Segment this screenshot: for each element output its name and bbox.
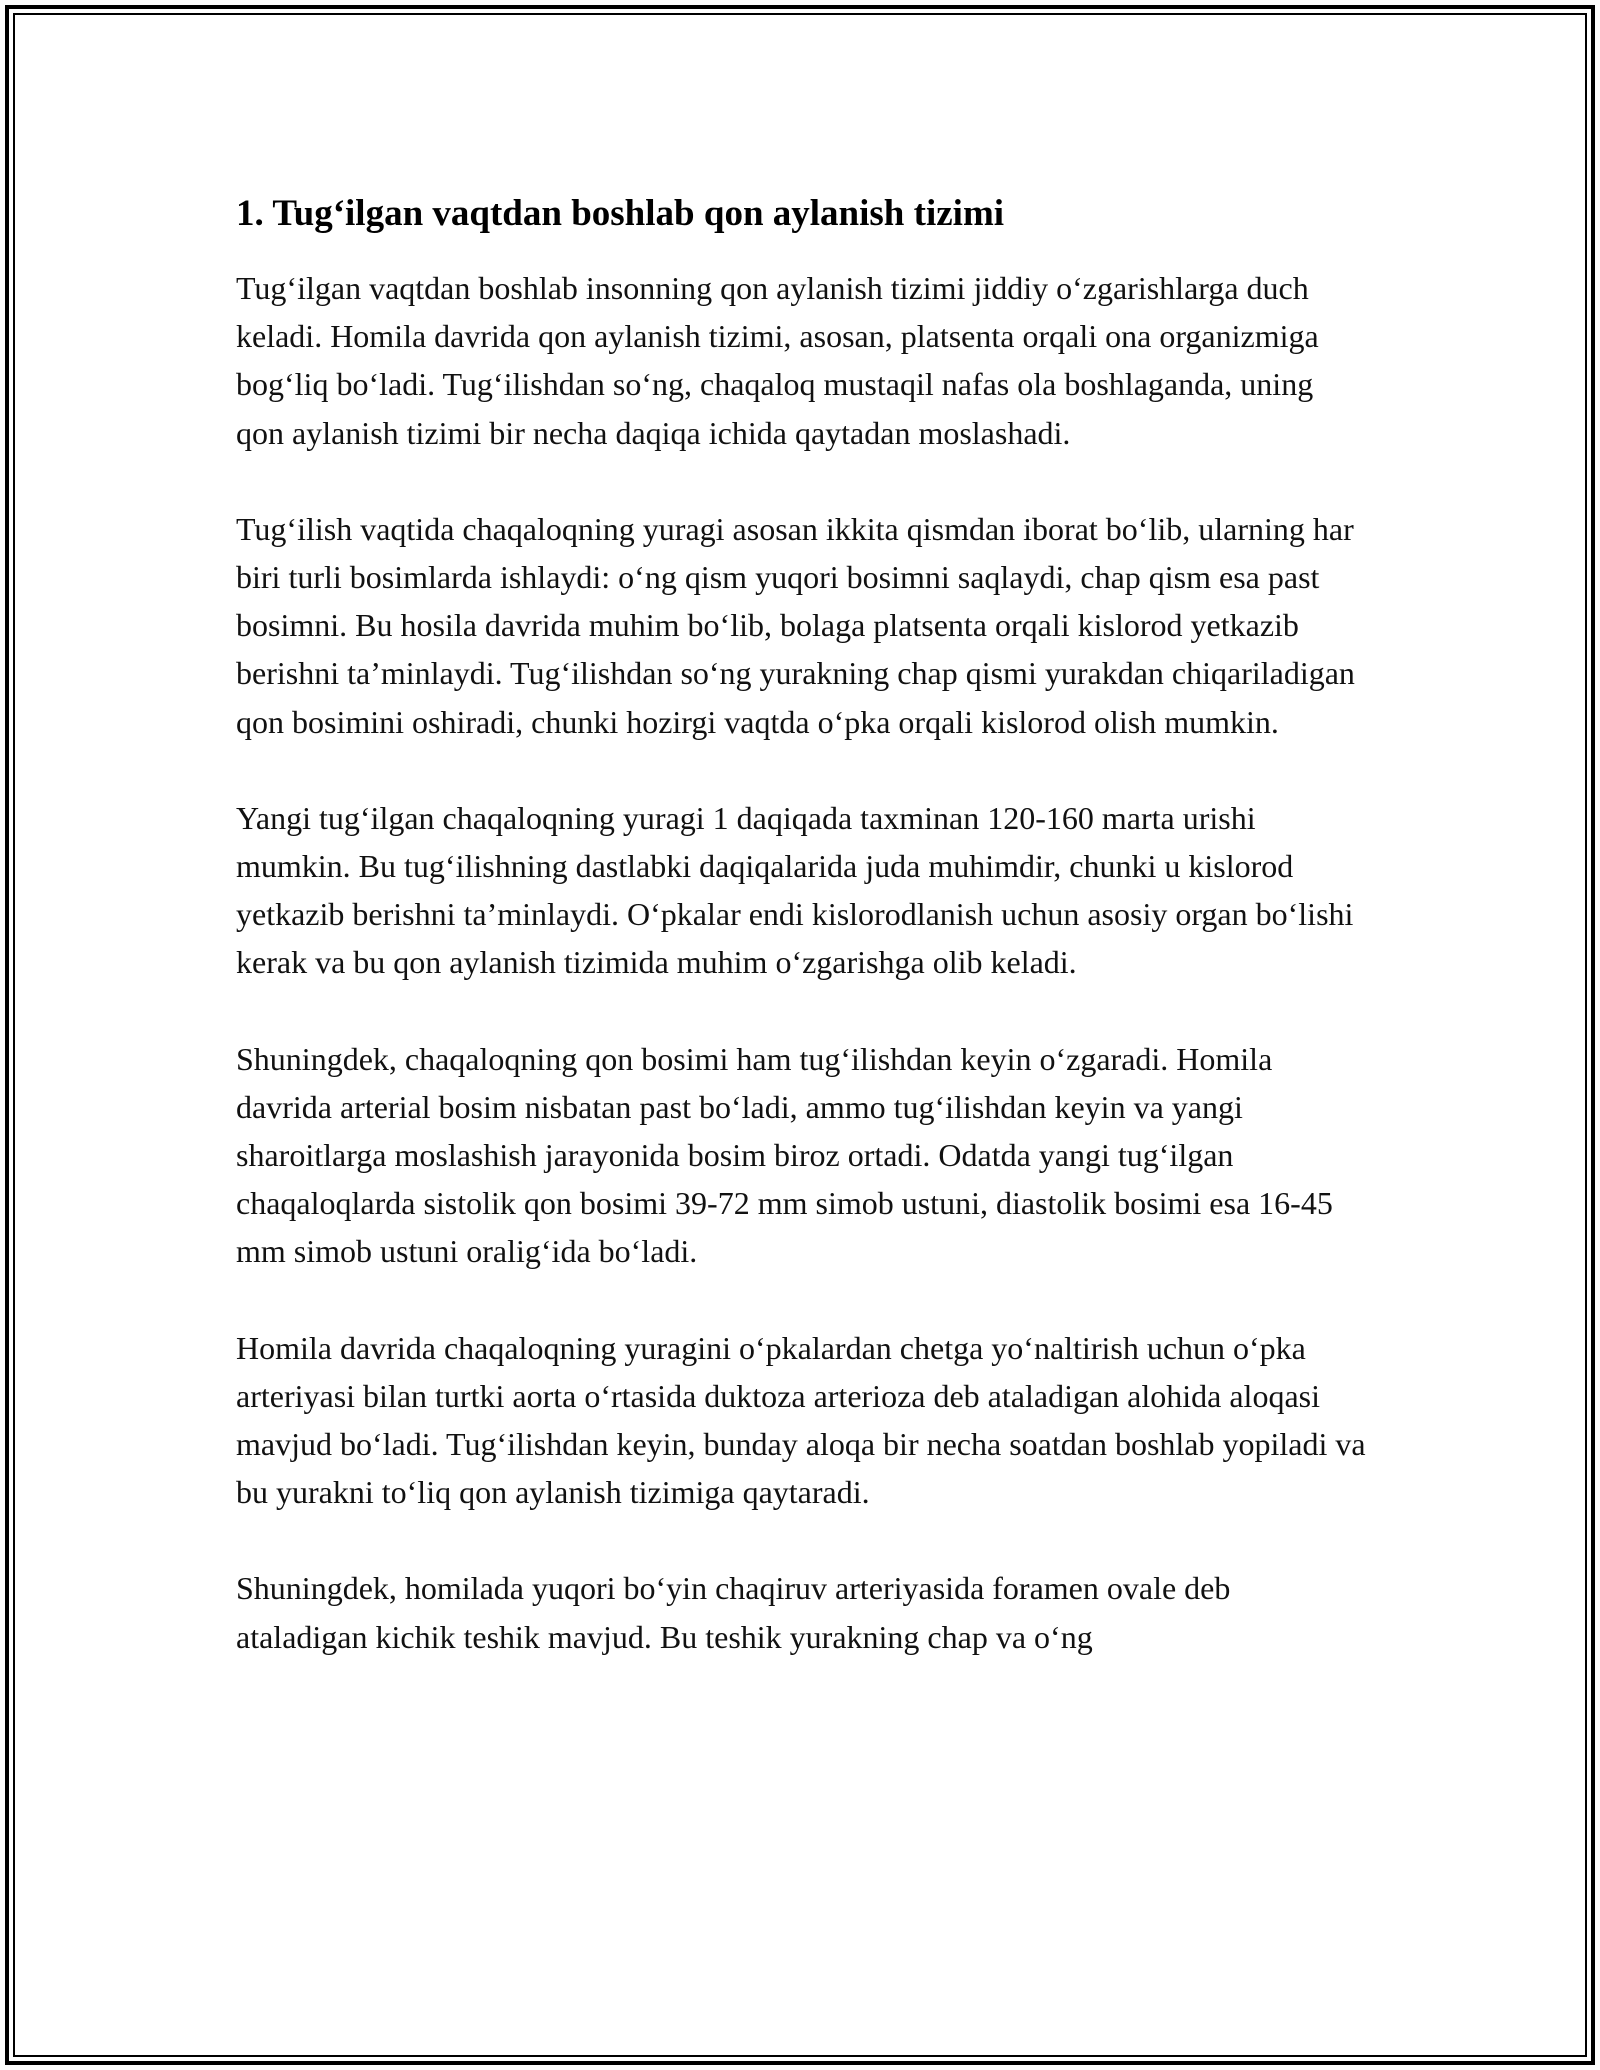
page-title: 1. Tug‘ilgan vaqtdan boshlab qon aylanish tizimi — [236, 193, 1005, 234]
paragraph-5: Homila davrida chaqaloqning yuragini o‘pkalardan chetga yo‘naltirish uchun o‘pka arteriyasi bilan turtki aorta o‘rtasida duktoza arterioza deb ataladigan alohida aloqasi mavjud bo‘ladi. Tug‘ilishdan keyin, bunday aloqa bir necha soatdan boshlab yopiladi va bu yurakni to‘liq qon aylanish tizimiga qaytaradi. — [236, 1329, 1366, 1511]
paragraph-4: Shuningdek, chaqaloqning qon bosimi ham tug‘ilishdan keyin o‘zgaradi. Homila davrida arterial bosim nisbatan past bo‘ladi, ammo tug‘ilishdan keyin va yangi sharoitlarga moslashish jarayonida bosim biroz ortadi. Odatda yangi tug‘ilgan chaqaloqlarda sistolik qon bosimi 39-72 mm simob ustuni, diastolik bosimi esa 16-45 mm simob ustuni oralig‘ida bo‘ladi. — [236, 1040, 1333, 1270]
document-body — [236, 188, 1366, 1709]
paragraph-1: Tug‘ilgan vaqtdan boshlab insonning qon aylanish tizimi jiddiy o‘zgarishlarga duch keladi. Homila davrida qon aylanish tizimi, asosan, platsenta orqali ona organizmiga bog‘liq bo‘ladi. Tug‘ilishdan so‘ng, chaqaloq mustaqil nafas ola boshlaganda, uning qon aylanish tizimi bir necha daqiqa ichida qaytadan moslashadi. — [236, 270, 1319, 451]
paragraph-6: Shuningdek, homilada yuqori bo‘yin chaqiruv arteriyasida foramen ovale deb ataladigan kichik teshik mavjud. Bu teshik yurakning chap va o‘ng — [236, 1570, 1231, 1655]
paragraph-2: Tug‘ilish vaqtida chaqaloqning yuragi asosan ikkita qismdan iborat bo‘lib, ularning har biri turli bosimlarda ishlaydi: o‘ng qism yuqori bosimni saqlaydi, chap qism esa past bosimni. Bu hosila davrida muhim bo‘lib, bolaga platsenta orqali kislorod yetkazib berishni ta’minlaydi. Tug‘ilishdan so‘ng yurakning chap qismi yurakdan chiqariladigan qon bosimini oshiradi, chunki hozirgi vaqtda o‘pka orqali kislorod olish mumkin. — [236, 510, 1355, 740]
paragraph-3: Yangi tug‘ilgan chaqaloqning yuragi 1 daqiqada taxminan 120-160 marta urishi mumkin. Bu tug‘ilishning dastlabki daqiqalarida juda muhimdir, chunki u kislorod yetkazib berishni ta’minlaydi. O‘pkalar endi kislorodlanish uchun asosiy organ bo‘lishi kerak va bu qon aylanish tizimida muhim o‘zgarishga olib keladi. — [236, 799, 1354, 981]
